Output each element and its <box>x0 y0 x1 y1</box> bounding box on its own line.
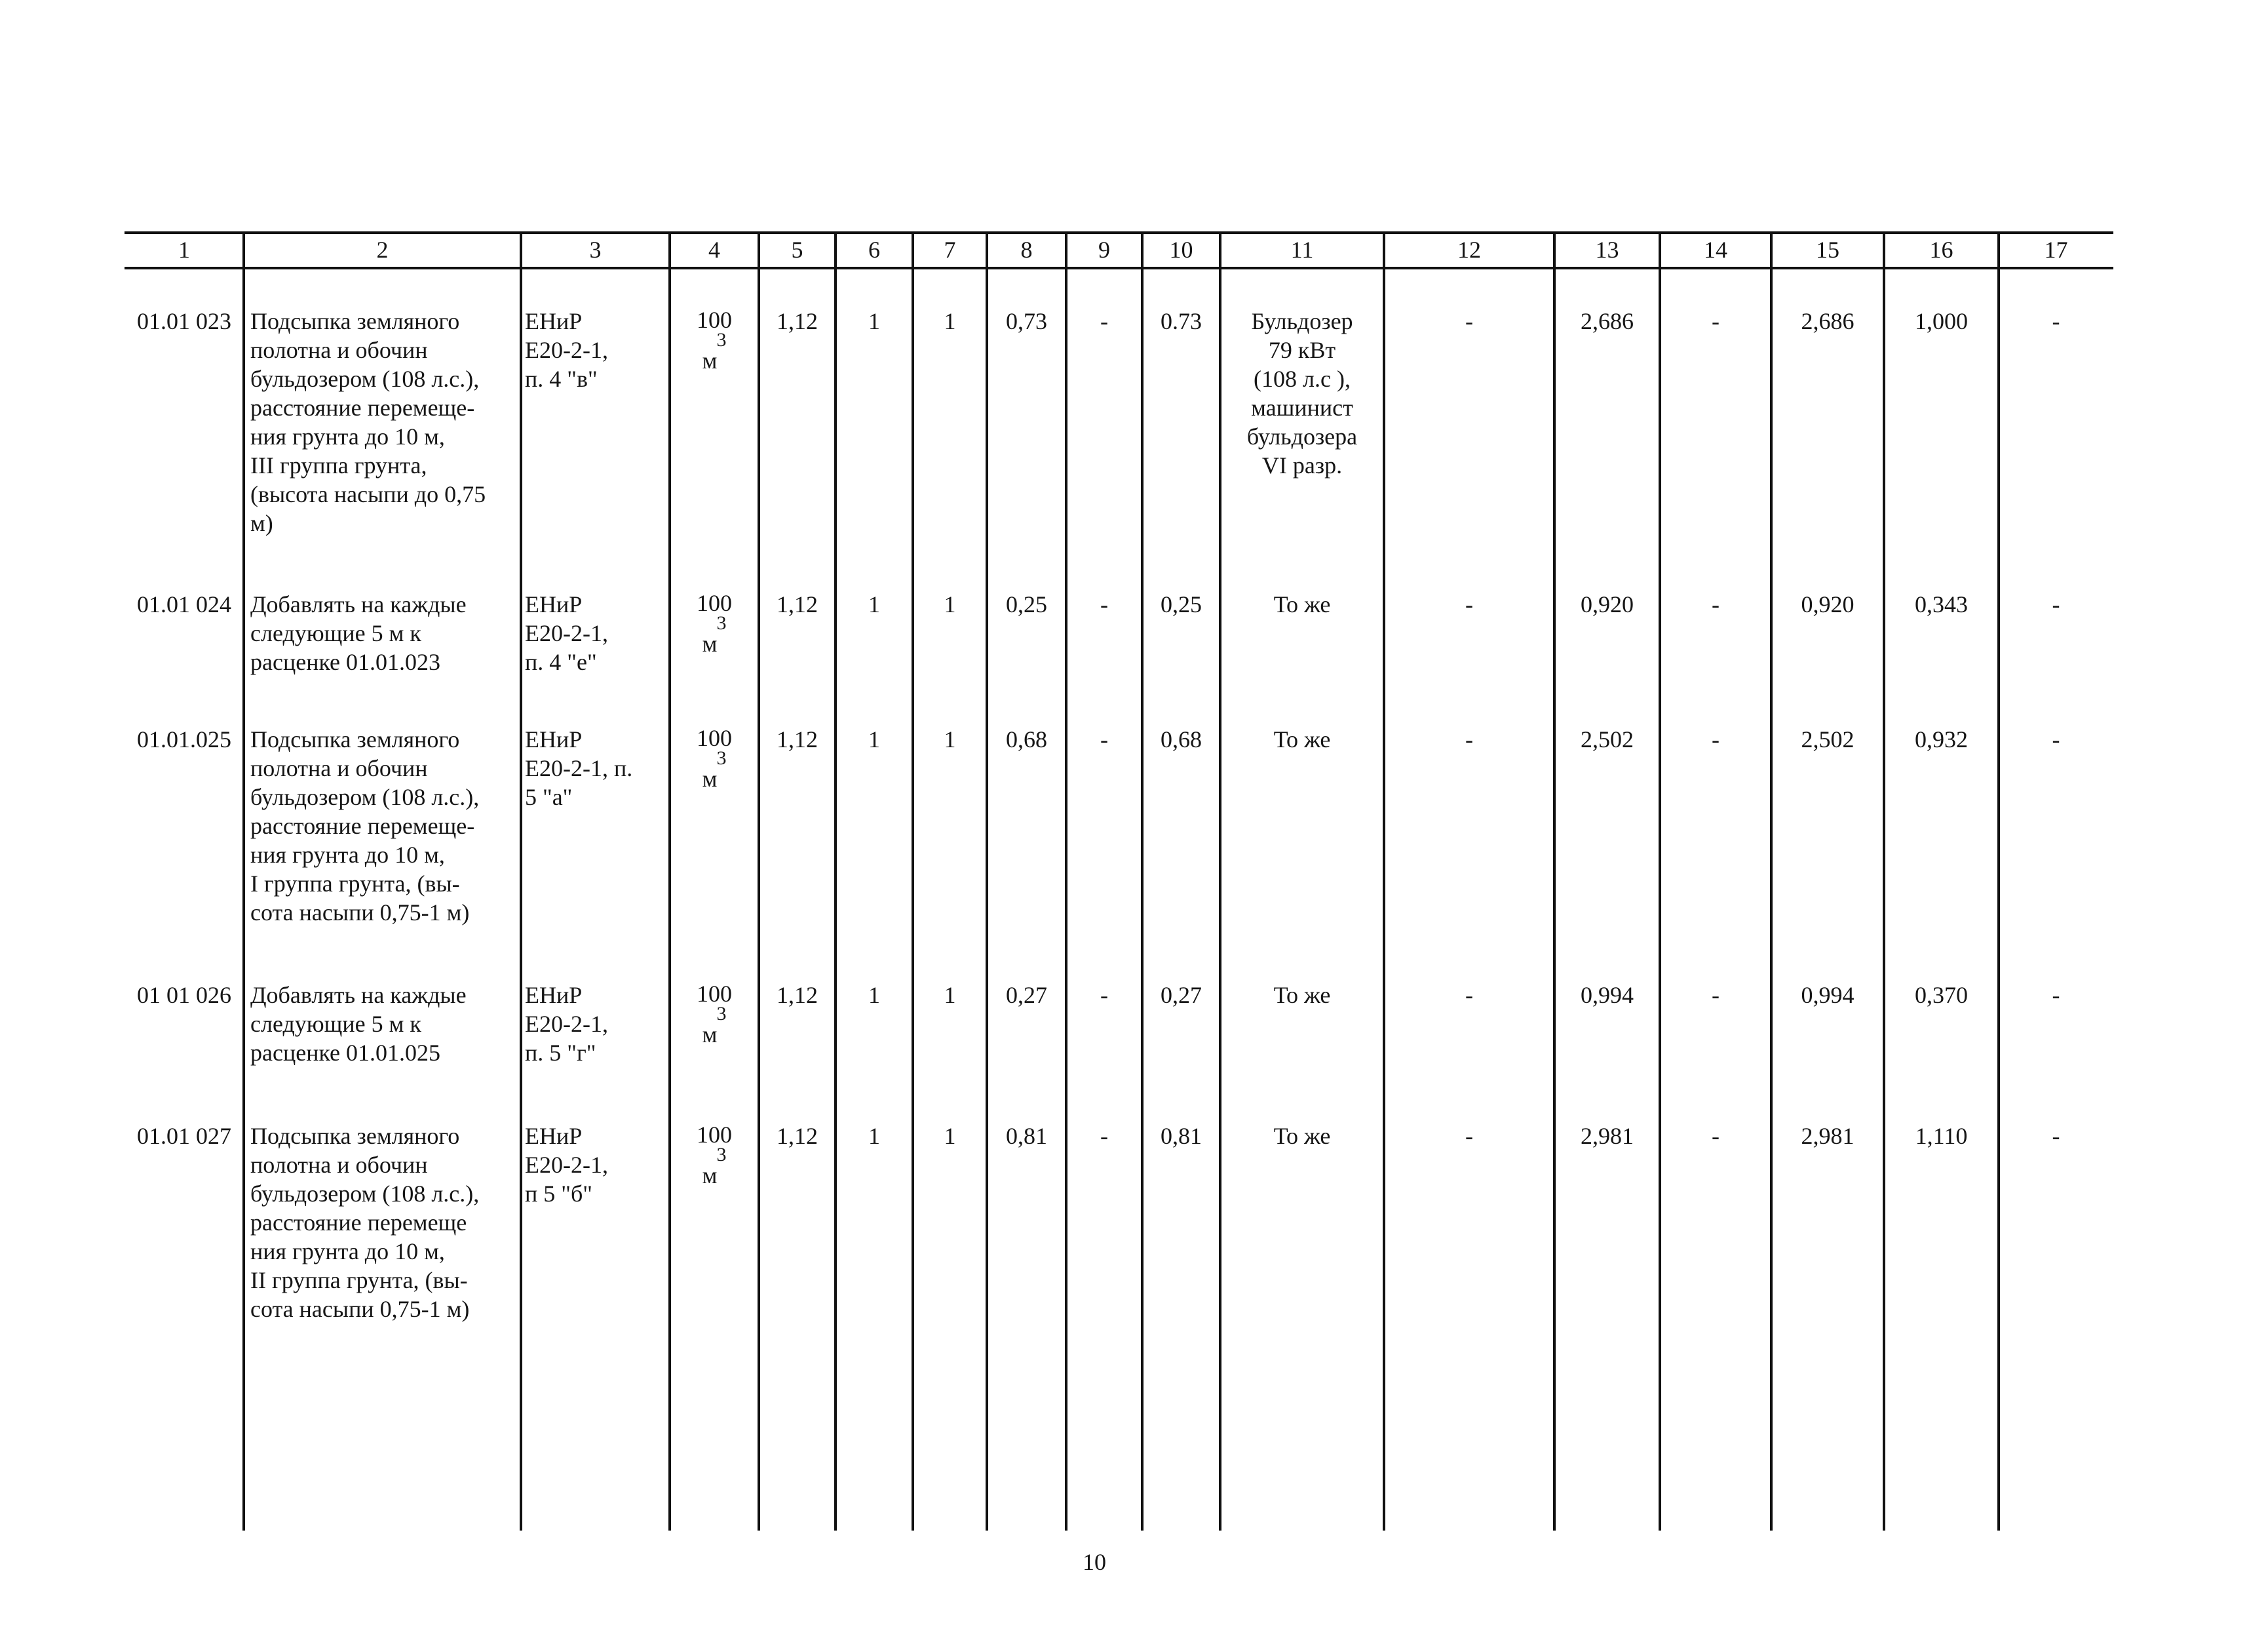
column-rule <box>1770 231 1773 1531</box>
column-rule <box>1065 231 1067 1531</box>
cell-c6: 1 <box>868 726 880 753</box>
norm-basis <box>525 1122 666 1208</box>
text-line: То же <box>1273 1123 1331 1149</box>
work-description <box>250 307 514 538</box>
text-line: То же <box>1273 726 1331 753</box>
column-rule <box>986 231 988 1531</box>
machine-and-crew <box>1224 590 1380 619</box>
cell-c17: - <box>2052 1123 2060 1149</box>
column-rule <box>912 231 914 1531</box>
cell-c17: - <box>2052 726 2060 753</box>
column-rule <box>668 231 671 1531</box>
cell-c13: 2,502 <box>1581 726 1634 753</box>
cell-c6: 1 <box>868 591 880 617</box>
cell-c7: 1 <box>944 982 956 1008</box>
column-header: 17 <box>2044 237 2068 263</box>
text-line: расстояние перемеще <box>250 1209 467 1236</box>
norm-basis <box>525 981 666 1067</box>
cell-c6: 1 <box>868 982 880 1008</box>
text-line: Е20-2-1, <box>525 1152 608 1178</box>
column-rule <box>1883 231 1885 1531</box>
text-line: п 5 "б" <box>525 1181 592 1207</box>
text-line: ЕНиР <box>525 726 583 753</box>
column-header: 16 <box>1929 237 1953 263</box>
text-line: сота насыпи 0,75-1 м) <box>250 1296 470 1322</box>
column-rule <box>1141 231 1144 1531</box>
text-line: Добавлять на каждые <box>250 591 467 617</box>
unit-value: 100 <box>697 307 732 333</box>
cell-c13: 2,981 <box>1581 1123 1634 1149</box>
cell-c5: 1,12 <box>777 308 818 334</box>
text-line: III группа грунта, <box>250 452 427 479</box>
cell-c10: 0,81 <box>1161 1123 1202 1149</box>
text-line: VI разр. <box>1261 452 1343 479</box>
text-line: ния грунта до 10 м, <box>250 423 445 450</box>
cell-c7: 1 <box>944 308 956 334</box>
unit-symbol: м <box>702 766 718 792</box>
column-rule <box>1997 231 2000 1531</box>
text-line: следующие 5 м к <box>250 1011 421 1037</box>
text-line: следующие 5 м к <box>250 620 421 646</box>
cell-c10: 0,25 <box>1161 591 1202 617</box>
cell-c9: - <box>1100 982 1108 1008</box>
unit-exponent: 3 <box>716 1003 727 1025</box>
text-line: Бульдозер <box>1251 308 1353 334</box>
cell-c14: - <box>1712 591 1720 617</box>
text-line: м) <box>250 510 273 536</box>
cell-c16: 0,932 <box>1915 726 1968 753</box>
text-line: ЕНиР <box>525 982 583 1008</box>
text-line: Добавлять на каждые <box>250 982 467 1008</box>
unit-value: 100 <box>697 590 732 616</box>
column-header: 3 <box>589 237 602 263</box>
unit-of-measure <box>672 725 756 792</box>
text-line: Е20-2-1, <box>525 620 608 646</box>
text-line: бульдозером (108 л.с.), <box>250 1181 480 1207</box>
text-line: ЕНиР <box>525 1123 583 1149</box>
cell-c14: - <box>1712 982 1720 1008</box>
cell-c12: - <box>1465 726 1473 753</box>
column-header: 11 <box>1290 237 1314 263</box>
rate-code: 01.01 024 <box>137 591 231 617</box>
cell-c9: - <box>1100 591 1108 617</box>
text-line: (высота насыпи до 0,75 <box>250 481 486 507</box>
cell-c12: - <box>1465 1123 1473 1149</box>
unit-exponent: 3 <box>716 329 727 351</box>
rate-code: 01.01.025 <box>137 726 231 753</box>
cell-c16: 1,110 <box>1915 1123 1968 1149</box>
text-line: 5 "а" <box>525 784 573 810</box>
work-description <box>250 981 514 1067</box>
cell-c9: - <box>1100 726 1108 753</box>
text-line: бульдозером (108 л.с.), <box>250 784 480 810</box>
cell-c12: - <box>1465 308 1473 334</box>
cell-c6: 1 <box>868 308 880 334</box>
cell-c5: 1,12 <box>777 726 818 753</box>
column-rule <box>834 231 837 1531</box>
cell-c5: 1,12 <box>777 1123 818 1149</box>
text-line: бульдозера <box>1246 423 1358 450</box>
text-line: п. 4 "в" <box>525 366 598 392</box>
text-line: Подсыпка земляного <box>250 1123 460 1149</box>
cell-c15: 0,920 <box>1801 591 1855 617</box>
unit-exponent: 3 <box>716 747 727 769</box>
text-line: расстояние перемеще- <box>250 395 475 421</box>
cell-c12: - <box>1465 982 1473 1008</box>
column-header: 2 <box>376 237 389 263</box>
rate-code: 01 01 026 <box>137 982 231 1008</box>
text-line: ния грунта до 10 м, <box>250 1238 445 1264</box>
cell-c12: - <box>1465 591 1473 617</box>
unit-value: 100 <box>697 1122 732 1148</box>
unit-symbol: м <box>702 1162 718 1188</box>
column-rule <box>758 231 760 1531</box>
column-header: 4 <box>708 237 720 263</box>
norm-basis <box>525 725 666 811</box>
column-header: 1 <box>178 237 190 263</box>
text-line: ЕНиР <box>525 308 583 334</box>
text-line: II группа грунта, (вы- <box>250 1267 468 1293</box>
text-line: полотна и обочин <box>250 337 428 363</box>
machine-and-crew <box>1224 981 1380 1009</box>
cell-c8: 0,25 <box>1006 591 1047 617</box>
unit-of-measure <box>672 590 756 657</box>
unit-of-measure <box>672 981 756 1047</box>
text-line: (108 л.с ), <box>1254 366 1351 392</box>
text-line: машинист <box>1251 395 1353 421</box>
cell-c8: 0,27 <box>1006 982 1047 1008</box>
cell-c9: - <box>1100 1123 1108 1149</box>
text-line: То же <box>1273 982 1331 1008</box>
column-header: 15 <box>1816 237 1839 263</box>
column-header: 7 <box>944 237 956 263</box>
text-line: расценке 01.01.025 <box>250 1040 441 1066</box>
cell-c17: - <box>2052 982 2060 1008</box>
cell-c10: 0.73 <box>1161 308 1202 334</box>
column-header: 13 <box>1595 237 1619 263</box>
page-number: 10 <box>1083 1549 1106 1575</box>
column-header: 12 <box>1457 237 1481 263</box>
norm-basis <box>525 590 666 676</box>
cell-c8: 0,73 <box>1006 308 1047 334</box>
unit-of-measure <box>672 307 756 374</box>
column-header: 10 <box>1169 237 1193 263</box>
column-rule <box>1553 231 1556 1531</box>
machine-and-crew <box>1224 725 1380 754</box>
column-header: 5 <box>791 237 803 263</box>
machine-and-crew <box>1224 307 1380 480</box>
column-header: 14 <box>1704 237 1727 263</box>
unit-value: 100 <box>697 981 732 1007</box>
cell-c8: 0,81 <box>1006 1123 1047 1149</box>
text-line: Подсыпка земляного <box>250 308 460 334</box>
text-line: 79 кВт <box>1268 337 1336 363</box>
cell-c15: 0,994 <box>1801 982 1855 1008</box>
text-line: расстояние перемеще- <box>250 813 475 839</box>
work-description <box>250 1122 514 1323</box>
cell-c13: 2,686 <box>1581 308 1634 334</box>
text-line: I группа грунта, (вы- <box>250 870 460 897</box>
unit-symbol: м <box>702 631 718 657</box>
column-rule <box>520 231 522 1531</box>
cell-c5: 1,12 <box>777 591 818 617</box>
machine-and-crew <box>1224 1122 1380 1150</box>
text-line: ЕНиР <box>525 591 583 617</box>
norm-basis <box>525 307 666 393</box>
text-line: Подсыпка земляного <box>250 726 460 753</box>
rate-code: 01.01 023 <box>137 308 231 334</box>
unit-symbol: м <box>702 1021 718 1047</box>
cell-c6: 1 <box>868 1123 880 1149</box>
text-line: То же <box>1273 591 1331 617</box>
column-header: 8 <box>1020 237 1033 263</box>
cell-c14: - <box>1712 1123 1720 1149</box>
cell-c15: 2,686 <box>1801 308 1855 334</box>
text-line: Е20-2-1, п. <box>525 755 633 781</box>
text-line: п. 5 "г" <box>525 1040 596 1066</box>
unit-of-measure <box>672 1122 756 1188</box>
cell-c17: - <box>2052 308 2060 334</box>
column-rule <box>1219 231 1221 1531</box>
unit-exponent: 3 <box>716 1144 727 1165</box>
text-line: полотна и обочин <box>250 755 428 781</box>
text-line: п. 4 "е" <box>525 649 597 675</box>
column-rule <box>1659 231 1661 1531</box>
cell-c14: - <box>1712 726 1720 753</box>
cell-c17: - <box>2052 591 2060 617</box>
unit-exponent: 3 <box>716 612 727 634</box>
text-line: Е20-2-1, <box>525 337 608 363</box>
cell-c16: 0,343 <box>1915 591 1968 617</box>
work-description <box>250 725 514 927</box>
cell-c15: 2,502 <box>1801 726 1855 753</box>
unit-value: 100 <box>697 725 732 751</box>
cell-c8: 0,68 <box>1006 726 1047 753</box>
table-top-rule <box>125 231 2113 234</box>
text-line: бульдозером (108 л.с.), <box>250 366 480 392</box>
text-line: полотна и обочин <box>250 1152 428 1178</box>
column-rule <box>1383 231 1385 1531</box>
cell-c10: 0,27 <box>1161 982 1202 1008</box>
column-header: 6 <box>868 237 880 263</box>
unit-symbol: м <box>702 347 718 374</box>
column-rule <box>242 231 245 1531</box>
cell-c15: 2,981 <box>1801 1123 1855 1149</box>
cell-c10: 0,68 <box>1161 726 1202 753</box>
header-bottom-rule <box>125 267 2113 269</box>
text-line: расценке 01.01.023 <box>250 649 441 675</box>
work-description <box>250 590 514 676</box>
cell-c13: 0,920 <box>1581 591 1634 617</box>
cell-c16: 1,000 <box>1915 308 1968 334</box>
cell-c7: 1 <box>944 591 956 617</box>
cell-c16: 0,370 <box>1915 982 1968 1008</box>
text-line: ния грунта до 10 м, <box>250 842 445 868</box>
cell-c7: 1 <box>944 726 956 753</box>
cell-c14: - <box>1712 308 1720 334</box>
text-line: сота насыпи 0,75-1 м) <box>250 899 470 926</box>
cell-c9: - <box>1100 308 1108 334</box>
column-header: 9 <box>1098 237 1110 263</box>
cell-c7: 1 <box>944 1123 956 1149</box>
cell-c13: 0,994 <box>1581 982 1634 1008</box>
rate-code: 01.01 027 <box>137 1123 231 1149</box>
cell-c5: 1,12 <box>777 982 818 1008</box>
text-line: Е20-2-1, <box>525 1011 608 1037</box>
